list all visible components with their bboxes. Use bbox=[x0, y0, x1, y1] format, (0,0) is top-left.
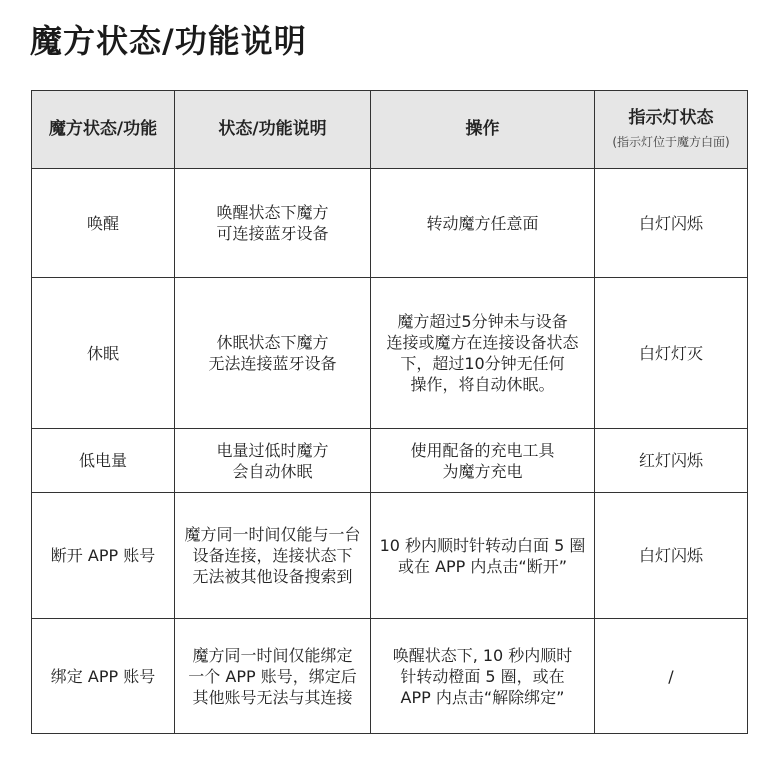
state-cell: 断开 APP 账号 bbox=[32, 493, 175, 619]
operation-line: 魔方超过5分钟未与设备 bbox=[397, 312, 568, 331]
operation-cell bbox=[371, 429, 595, 493]
indicator-cell: 白灯闪烁 bbox=[595, 169, 748, 278]
description-cell bbox=[175, 493, 371, 619]
description-line: 一个 APP 账号，绑定后 bbox=[188, 666, 357, 686]
header-description: 状态/功能说明 bbox=[175, 91, 371, 169]
status-table bbox=[31, 90, 748, 734]
operation-line: 唤醒状态下, 10 秒内顺时 bbox=[392, 645, 573, 665]
operation-line: 下，超过10分钟无任何 bbox=[400, 354, 565, 373]
table-row bbox=[32, 493, 748, 619]
header-row bbox=[32, 91, 748, 169]
operation-cell bbox=[371, 278, 595, 429]
state-cell: 唤醒 bbox=[32, 169, 175, 278]
description-line: 其他账号无法与其连接 bbox=[192, 687, 353, 707]
operation-line: 或在 APP 内点击“断开” bbox=[398, 556, 567, 576]
table-row bbox=[32, 169, 748, 278]
description-cell bbox=[175, 429, 371, 493]
state-cell: 低电量 bbox=[32, 429, 175, 493]
operation-line: 连接或魔方在连接设备状态 bbox=[386, 333, 579, 352]
page-title: 魔方状态/功能说明 bbox=[30, 22, 307, 60]
description-line: 无法连接蓝牙设备 bbox=[208, 354, 337, 373]
operation-line: 10 秒内顺时针转动白面 5 圈 bbox=[379, 535, 586, 555]
description-cell bbox=[175, 278, 371, 429]
table-row bbox=[32, 278, 748, 429]
operation-line: APP 内点击“解除绑定” bbox=[400, 687, 565, 707]
header-indicator bbox=[595, 91, 748, 169]
state-cell: 休眠 bbox=[32, 278, 175, 429]
description-line: 电量过低时魔方 bbox=[216, 440, 329, 460]
operation-cell bbox=[371, 493, 595, 619]
description-line: 休眠状态下魔方 bbox=[216, 333, 329, 352]
indicator-cell: / bbox=[595, 619, 748, 734]
operation-cell bbox=[371, 169, 595, 278]
table-row bbox=[32, 619, 748, 734]
header-indicator-label: 指示灯状态 bbox=[628, 108, 714, 128]
description-line: 会自动休眠 bbox=[232, 461, 313, 481]
header-indicator-note: (指示灯位于魔方白面) bbox=[612, 135, 730, 149]
indicator-cell: 红灯闪烁 bbox=[595, 429, 748, 493]
operation-line: 为魔方充电 bbox=[442, 461, 523, 481]
description-line: 唤醒状态下魔方 bbox=[216, 203, 329, 222]
operation-line: 针转动橙面 5 圈，或在 bbox=[400, 666, 565, 686]
description-cell bbox=[175, 619, 371, 734]
operation-cell bbox=[371, 619, 595, 734]
header-operation: 操作 bbox=[371, 91, 595, 169]
description-line: 魔方同一时间仅能绑定 bbox=[192, 645, 353, 665]
description-cell bbox=[175, 169, 371, 278]
indicator-cell: 白灯闪烁 bbox=[595, 493, 748, 619]
description-line: 无法被其他设备搜索到 bbox=[192, 567, 353, 586]
description-line: 可连接蓝牙设备 bbox=[216, 224, 329, 243]
operation-line: 转动魔方任意面 bbox=[426, 213, 539, 233]
indicator-cell: 白灯灯灭 bbox=[595, 278, 748, 429]
description-line: 魔方同一时间仅能与一台 bbox=[184, 525, 361, 544]
operation-line: 使用配备的充电工具 bbox=[410, 440, 555, 460]
operation-line: 操作，将自动休眠。 bbox=[410, 375, 555, 394]
description-line: 设备连接，连接状态下 bbox=[192, 546, 353, 565]
state-cell: 绑定 APP 账号 bbox=[32, 619, 175, 734]
table-row bbox=[32, 429, 748, 493]
header-state: 魔方状态/功能 bbox=[32, 91, 175, 169]
